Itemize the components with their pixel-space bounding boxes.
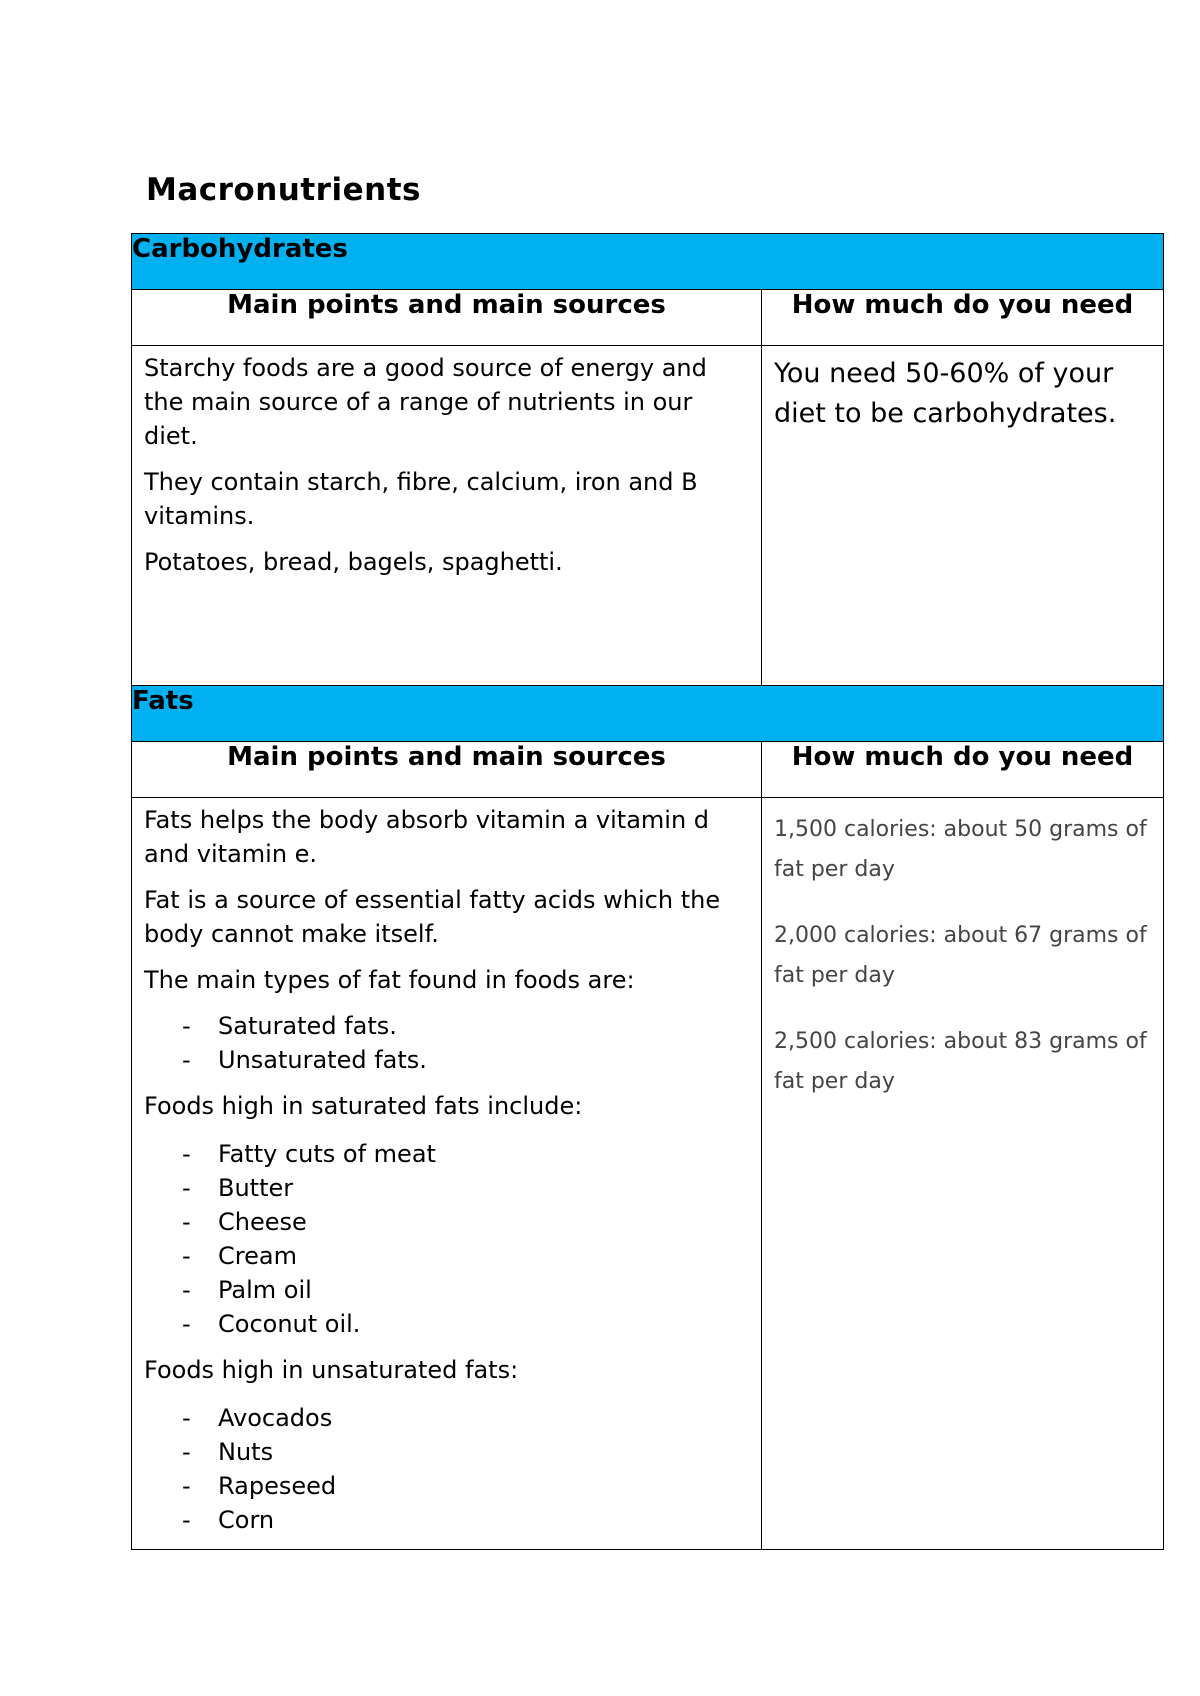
carb-point: They contain starch, fibre, calcium, iron and B vitamins. (144, 468, 698, 530)
carb-point: Starchy foods are a good source of energy and the main source of a range of nutrients in our diet. (144, 354, 707, 450)
list-item: - Avocados (182, 1401, 749, 1435)
carbohydrates-body-row (132, 346, 1164, 686)
fat-types-list (144, 1009, 749, 1077)
fats-header-row (132, 686, 1164, 742)
list-item: - Fatty cuts of meat (182, 1137, 749, 1171)
list-item: - Nuts (182, 1435, 749, 1469)
how-much-header: How much do you need (762, 290, 1164, 346)
fats-main-points (132, 798, 762, 1550)
list-item: - Palm oil (182, 1273, 749, 1307)
saturated-foods-list (144, 1137, 749, 1341)
carbohydrates-need: You need 50-60% of your diet to be carbohydrates. (762, 346, 1164, 686)
fat-point: Fat is a source of essential fatty acids which the body cannot make itself. (144, 886, 721, 948)
fats-heading: Fats (132, 686, 1164, 742)
list-item: - Corn (182, 1503, 749, 1537)
fats-column-headers (132, 742, 1164, 798)
list-item: - Saturated fats. (182, 1009, 749, 1043)
carbohydrates-main-points (132, 346, 762, 686)
fats-body-row (132, 798, 1164, 1550)
page-title: Macronutrients (146, 172, 421, 208)
list-item: - Butter (182, 1171, 749, 1205)
unsaturated-heading: Foods high in unsaturated fats: (144, 1356, 519, 1384)
how-much-header: How much do you need (762, 742, 1164, 798)
carbohydrates-heading: Carbohydrates (132, 234, 1164, 290)
list-item: - Cheese (182, 1205, 749, 1239)
fat-point: The main types of fat found in foods are: (144, 966, 635, 994)
list-item: - Rapeseed (182, 1469, 749, 1503)
list-item: - Coconut oil. (182, 1307, 749, 1341)
fat-point: Fats helps the body absorb vitamin a vitamin d and vitamin e. (144, 806, 710, 868)
main-points-header: Main points and main sources (132, 290, 762, 346)
fat-need-item: 1,500 calories: about 50 grams of fat per day (774, 817, 1147, 882)
saturated-heading: Foods high in saturated fats include: (144, 1092, 583, 1120)
list-item: - Cream (182, 1239, 749, 1273)
main-points-header: Main points and main sources (132, 742, 762, 798)
macronutrients-table (131, 233, 1164, 1550)
carb-point: Potatoes, bread, bagels, spaghetti. (144, 548, 563, 576)
fat-need-item: 2,000 calories: about 67 grams of fat per day (774, 923, 1147, 988)
list-item: - Unsaturated fats. (182, 1043, 749, 1077)
carbohydrates-header-row (132, 234, 1164, 290)
carbohydrates-column-headers (132, 290, 1164, 346)
fat-need-item: 2,500 calories: about 83 grams of fat per day (774, 1029, 1147, 1094)
fats-need (762, 798, 1164, 1550)
unsaturated-foods-list (144, 1401, 749, 1537)
